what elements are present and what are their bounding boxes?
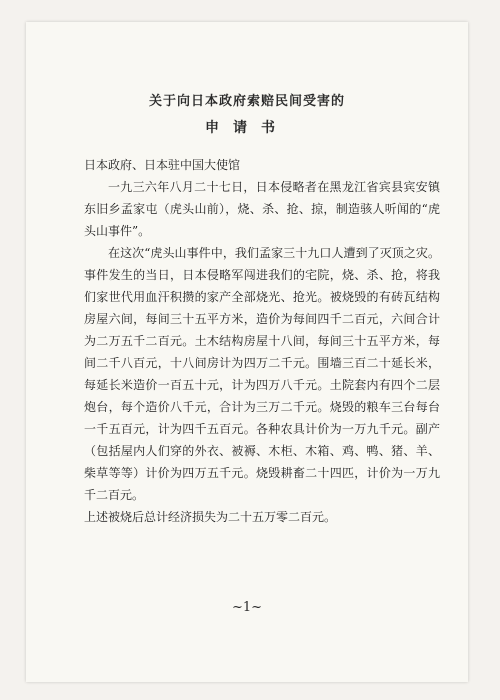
addressee-line: 日本政府、日本驻中国大使馆 <box>84 158 241 172</box>
document-title: 关于向日本政府索赔民间受害的 <box>148 94 345 109</box>
document-page <box>26 22 468 682</box>
paragraph: 上述被烧后总计经济损失为二十五万零二百元。 <box>84 510 337 524</box>
paragraph: 在这次“虎头山事件中，我们孟家三十九口人遭到了灭顶之灾。事件发生的当日，日本侵略军闯进我们的宅院，烧、杀、抢，将我们家世代用血汗积攒的家产全部烧光、抢光。被烧毁的有砖瓦结构房屋六间，每间三十五平方米，造价为每间四千二百元，六间合计为二万五千二百元。土木结构房屋十八间，每间三十五平方米，每间二千八百元，十八间房计为四万二千元。围墙三百二十延长米，每延长米造价一百五十元，计为四万八千元。土院套内有四个二层炮台，每个造价八千元，合计为三万二千元。烧毁的粮车三台每台一千五百元，计为四千五百元。各种农具计价为一万九千元。副产（包括屋内人们穿的外衣、被褥、木柜、木箱、鸡、鸭、猪、羊、柴草等等）计价为四万五千元。烧毁耕畜二十四匹，计价为一万九千二百元。 <box>84 246 440 502</box>
paragraph: 一九三六年八月二十七日，日本侵略者在黑龙江省宾县宾安镇东旧乡孟家屯（虎头山前），烧、杀、抢、掠，制造骇人听闻的“虎头山事件”。 <box>84 180 440 238</box>
document-subtitle: 申请书 <box>205 120 289 136</box>
page-number: ~1~ <box>231 600 263 615</box>
document-body <box>84 154 440 528</box>
